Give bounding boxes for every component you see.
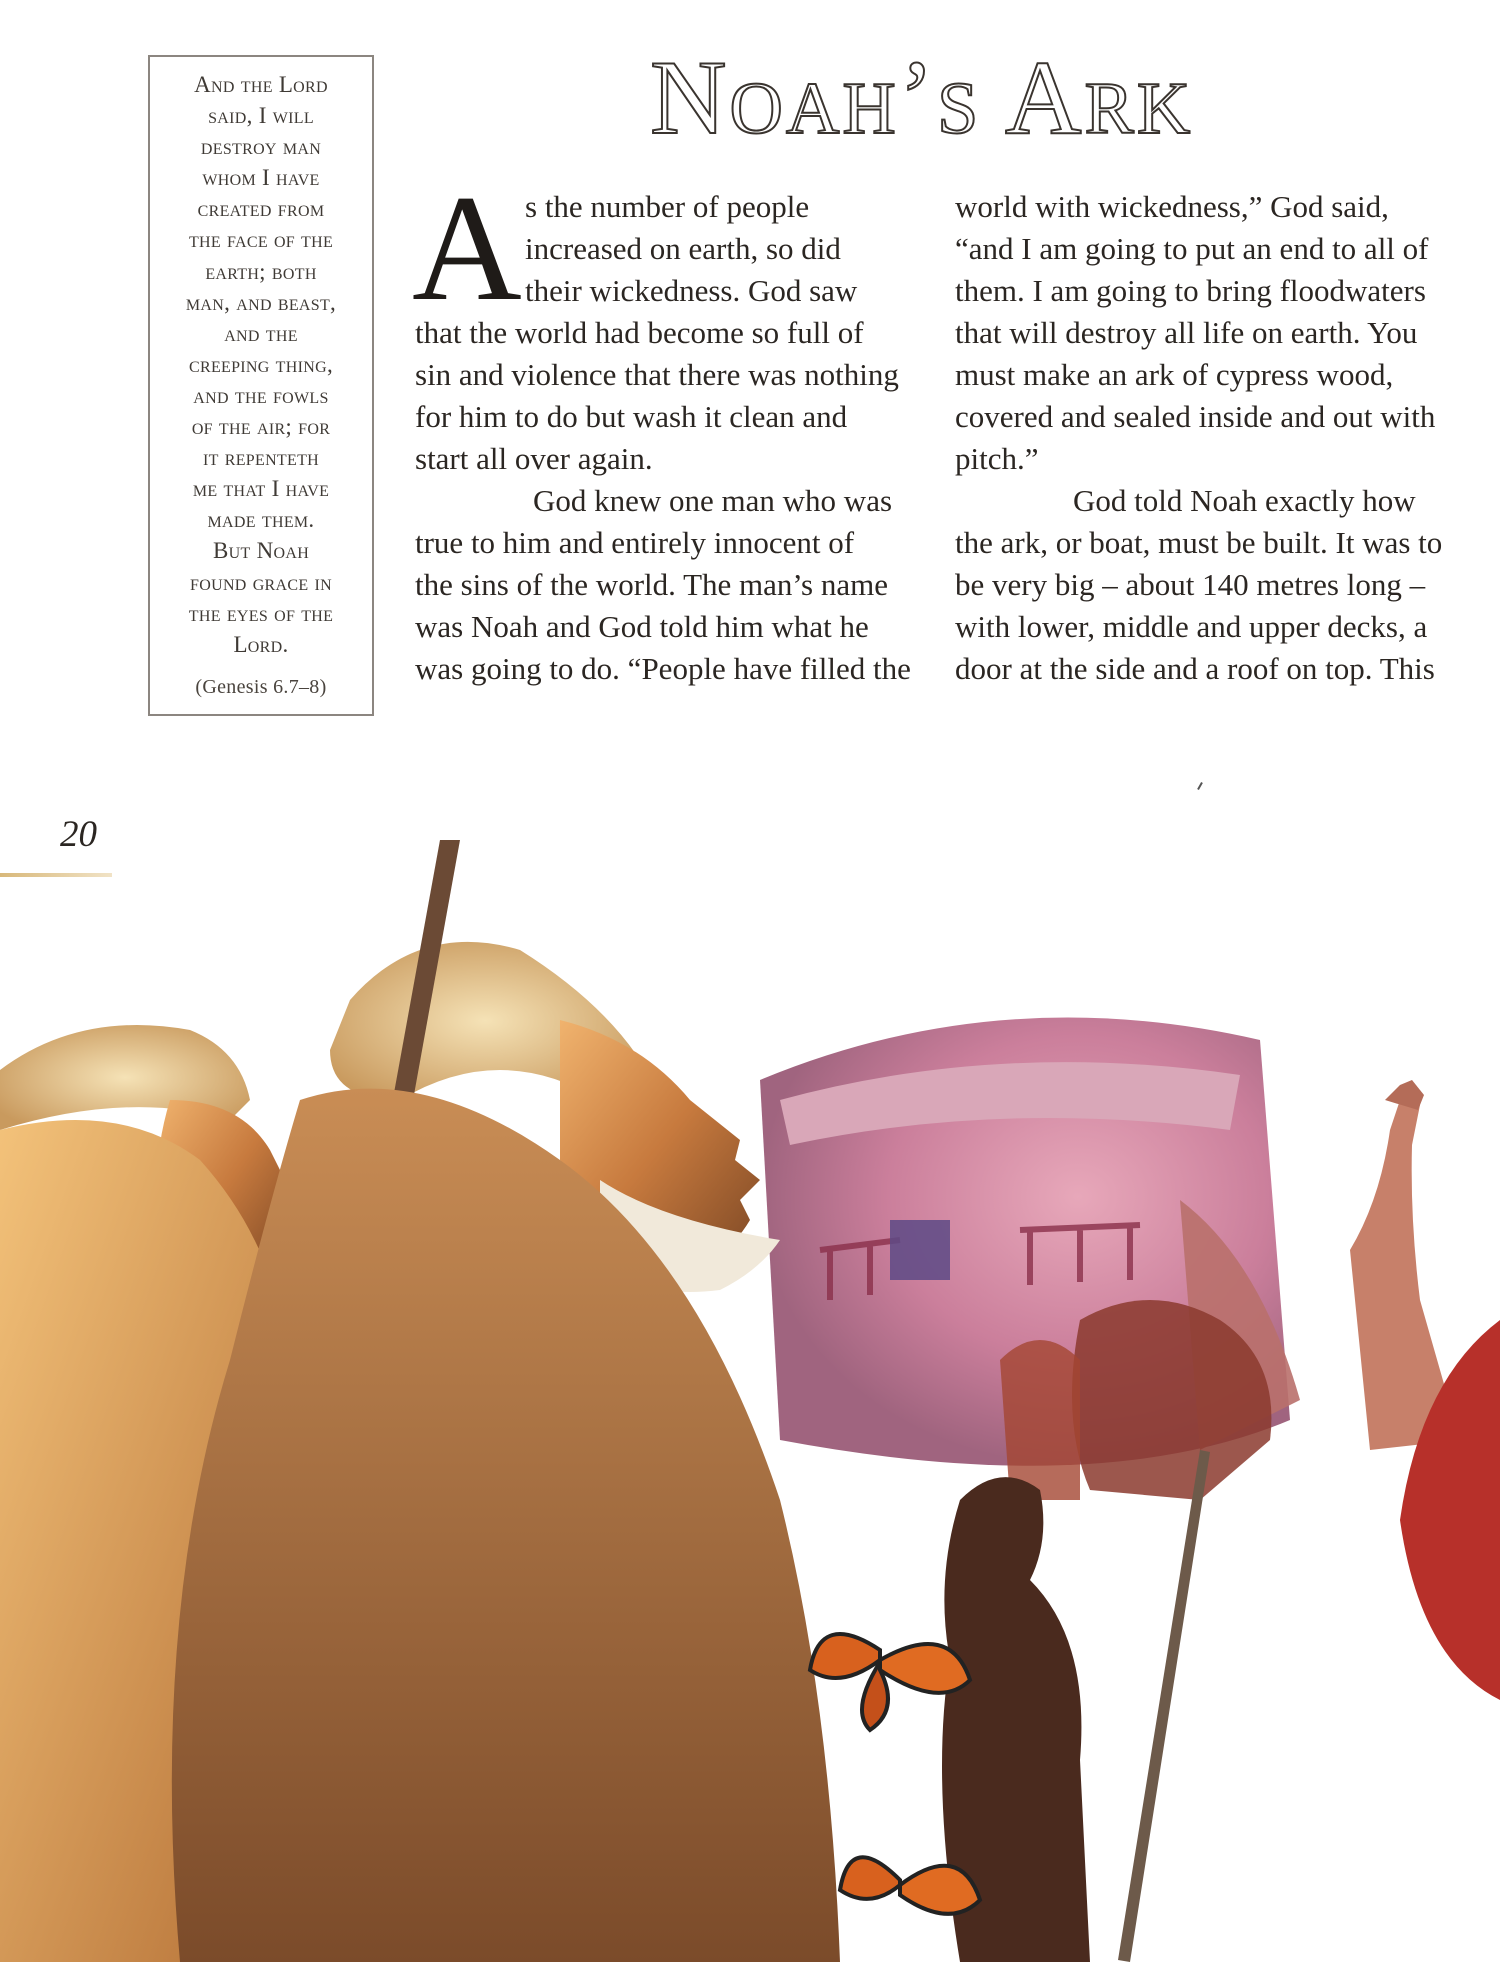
quote-line: it repenteth (203, 445, 319, 471)
body-line: door at the side and a roof on top. This (955, 651, 1435, 686)
quote-line: earth; both (205, 258, 317, 284)
quote-line: and the (224, 320, 298, 346)
quote-line: the eyes of the (188, 600, 334, 626)
quote-line: me that I have (192, 476, 330, 502)
body-line: them. I am going to bring floodwaters (955, 273, 1426, 308)
body-column-left (415, 186, 930, 690)
scripture-quote-box (148, 55, 374, 716)
quote-line: created from (197, 196, 325, 222)
page-title: Noah’s Ark (650, 39, 1194, 156)
body-line: for him to do but wash it clean and (415, 399, 848, 434)
quote-line: And the Lord (194, 72, 328, 97)
quote-line: But Noah (212, 538, 310, 564)
ark-door (890, 1220, 950, 1280)
body-line: be very big – about 140 metres long – (955, 567, 1426, 602)
quote-line: found grace in (190, 569, 332, 595)
stray-mark (1197, 782, 1203, 790)
body-line: sin and violence that there was nothing (415, 357, 899, 392)
quote-citation: (Genesis 6.7–8) (195, 675, 327, 698)
body-line: pitch.” (955, 441, 1039, 476)
quote-line: Lord. (233, 631, 289, 657)
body-line: God knew one man who was (533, 483, 893, 518)
quote-line: and the fowls (193, 382, 329, 408)
quote-line: made them. (207, 507, 315, 533)
body-column-right (955, 186, 1475, 690)
quote-line: said, I will (208, 103, 314, 129)
body-line: world with wickedness,” God said, (955, 189, 1389, 224)
body-line: that will destroy all life on earth. You (955, 315, 1418, 350)
body-line: the ark, or boat, must be built. It was to (955, 525, 1443, 560)
body-line: must make an ark of cypress wood, (955, 357, 1394, 392)
quote-line: the face of the (188, 227, 334, 253)
quote-line: of the air; for (191, 414, 331, 440)
body-line: covered and sealed inside and out with (955, 399, 1436, 434)
body-line: with lower, middle and upper decks, a (955, 609, 1428, 644)
quote-line: destroy man (200, 134, 322, 160)
body-line: their wickedness. God saw (525, 273, 858, 308)
body-line: “and I am going to put an end to all of (955, 231, 1429, 266)
body-line: increased on earth, so did (525, 231, 841, 266)
quote-line: man, and beast, (185, 289, 337, 315)
giraffe-head (1385, 1080, 1424, 1110)
drop-cap: A (412, 164, 522, 332)
body-line: was Noah and God told him what he (415, 609, 869, 644)
body-line: that the world had become so full of (415, 315, 864, 350)
page-number: 20 (60, 814, 97, 855)
child-staff (1118, 1450, 1210, 1962)
body-line: s the number of people (525, 189, 810, 224)
body-line: true to him and entirely innocent of (415, 525, 855, 560)
quote-line: creeping thing, (189, 351, 333, 377)
body-line: God told Noah exactly how (1073, 483, 1416, 518)
quote-line: whom I have (202, 165, 320, 191)
noahs-ark-illustration (0, 800, 1500, 1962)
body-line: was going to do. “People have filled the (415, 651, 911, 686)
body-line: start all over again. (415, 441, 653, 476)
body-line: the sins of the world. The man’s name (415, 567, 888, 602)
